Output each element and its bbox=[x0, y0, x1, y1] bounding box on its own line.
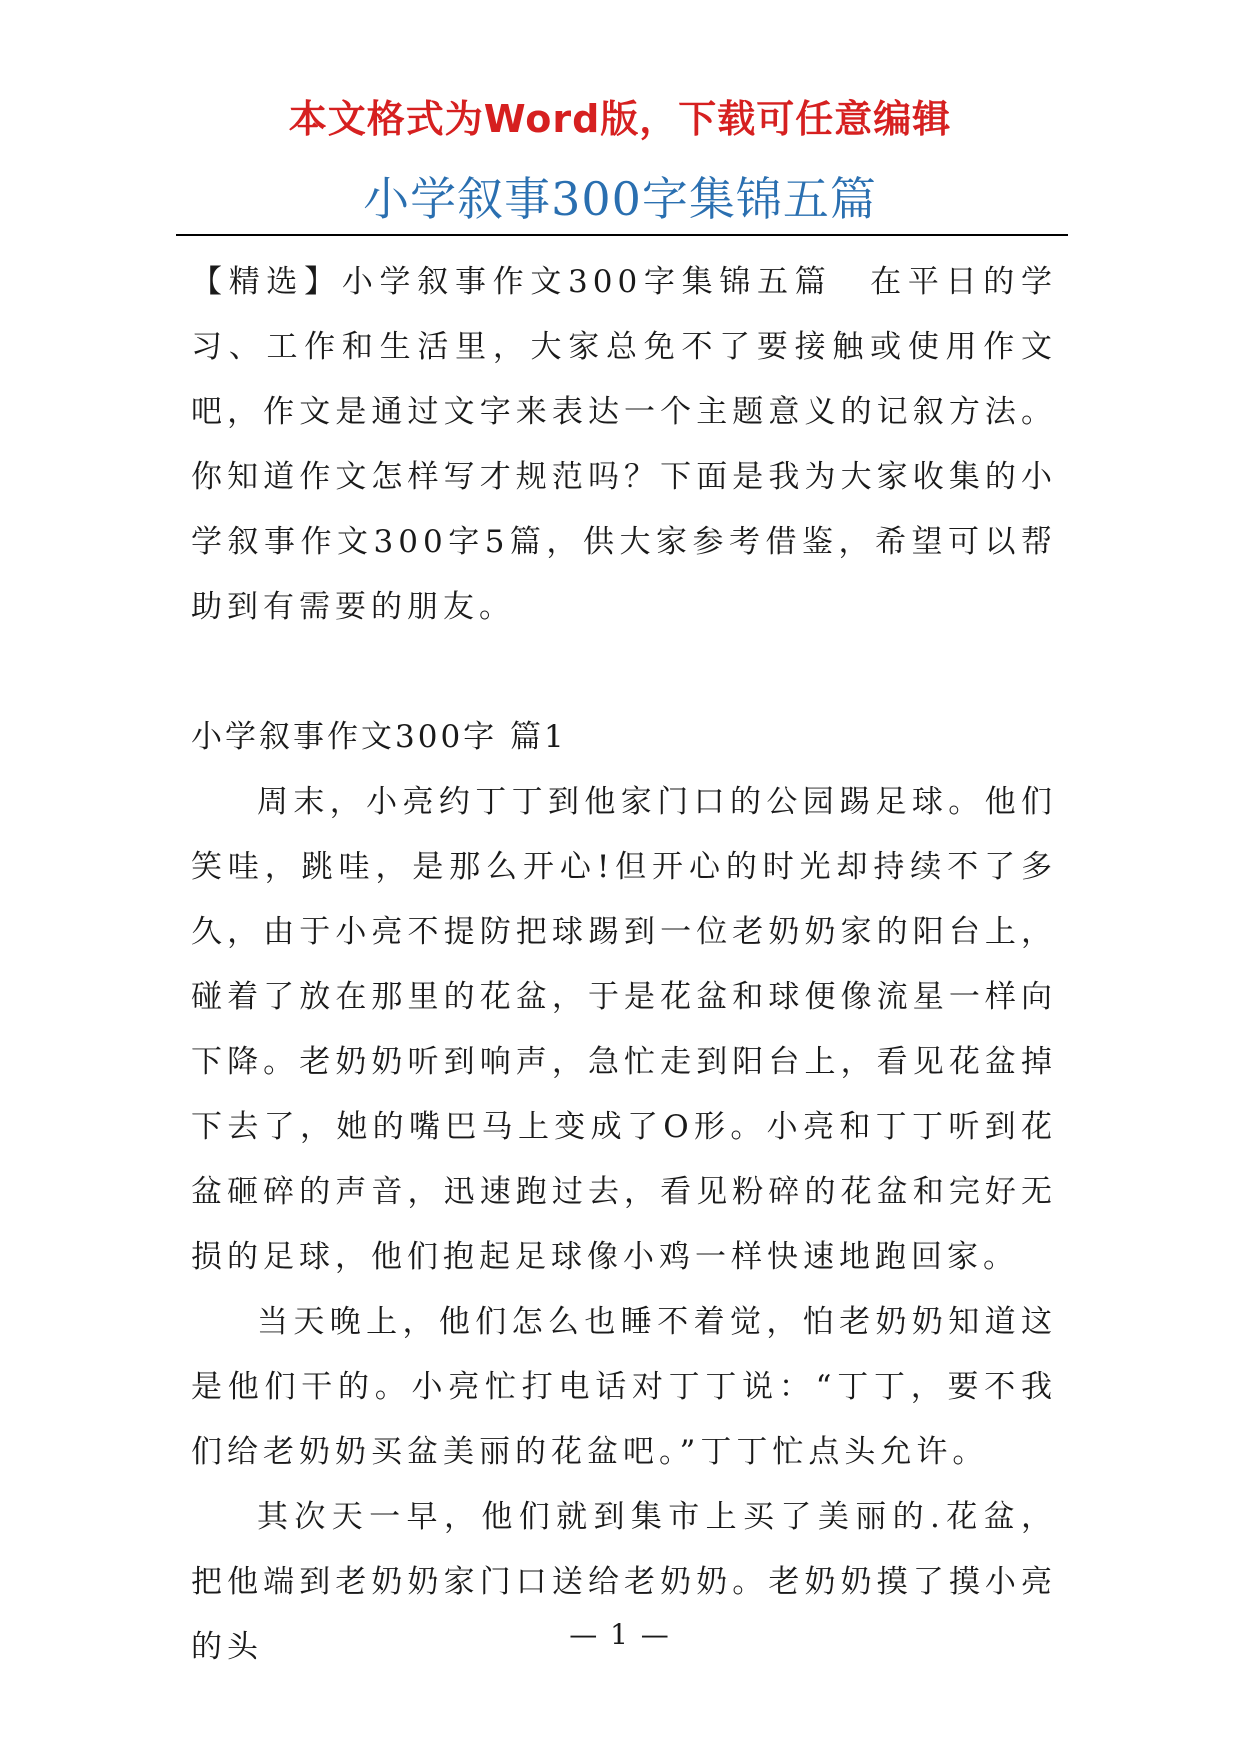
body-paragraph: 其次天一早，他们就到集市上买了美丽的.花盆，把他端到老奶奶家门口送给老奶奶。老奶奶摸了摸小亮的头 bbox=[191, 1499, 1057, 1665]
body-paragraph: 当天晚上，他们怎么也睡不着觉，怕老奶奶知道这是他们干的。小亮忙打电话对丁丁说：“丁丁，要不我们给老奶奶买盆美丽的花盆吧。”丁丁忙点头允许。 bbox=[191, 1304, 1057, 1470]
blank-line bbox=[191, 640, 1057, 705]
word-format-banner: 本文格式为Word版，下载可任意编辑 bbox=[288, 97, 952, 141]
intro-paragraph: 【精选】小学叙事作文300字集锦五篇 在平日的学习、工作和生活里，大家总免不了要接触或使用作文吧，作文是通过文字来表达一个主题意义的记叙方法。你知道作文怎样写才规范吗？下面是我为大家收集的小学叙事作文300字5篇，供大家参考借鉴，希望可以帮助到有需要的朋友。 bbox=[191, 264, 1057, 625]
body-paragraph: 周末，小亮约丁丁到他家门口的公园踢足球。他们笑哇，跳哇，是那么开心!但开心的时光却持续不了多久，由于小亮不提防把球踢到一位老奶奶家的阳台上，碰着了放在那里的花盆，于是花盆和球便像流星一样向下降。老奶奶听到响声，急忙走到阳台上，看见花盆掉下去了，她的嘴巴马上变成了O形。小亮和丁丁听到花盆砸碎的声音，迅速跑过去，看见粉碎的花盆和完好无损的足球，他们抱起足球像小鸡一样快速地跑回家。 bbox=[191, 784, 1057, 1275]
document-title: 小学叙事300字集锦五篇 bbox=[363, 172, 877, 226]
section-heading: 小学叙事作文300字 篇1 bbox=[191, 719, 567, 755]
title-divider bbox=[176, 234, 1068, 236]
page-number: — 1 — bbox=[569, 1618, 671, 1651]
document-body bbox=[191, 250, 1057, 1680]
